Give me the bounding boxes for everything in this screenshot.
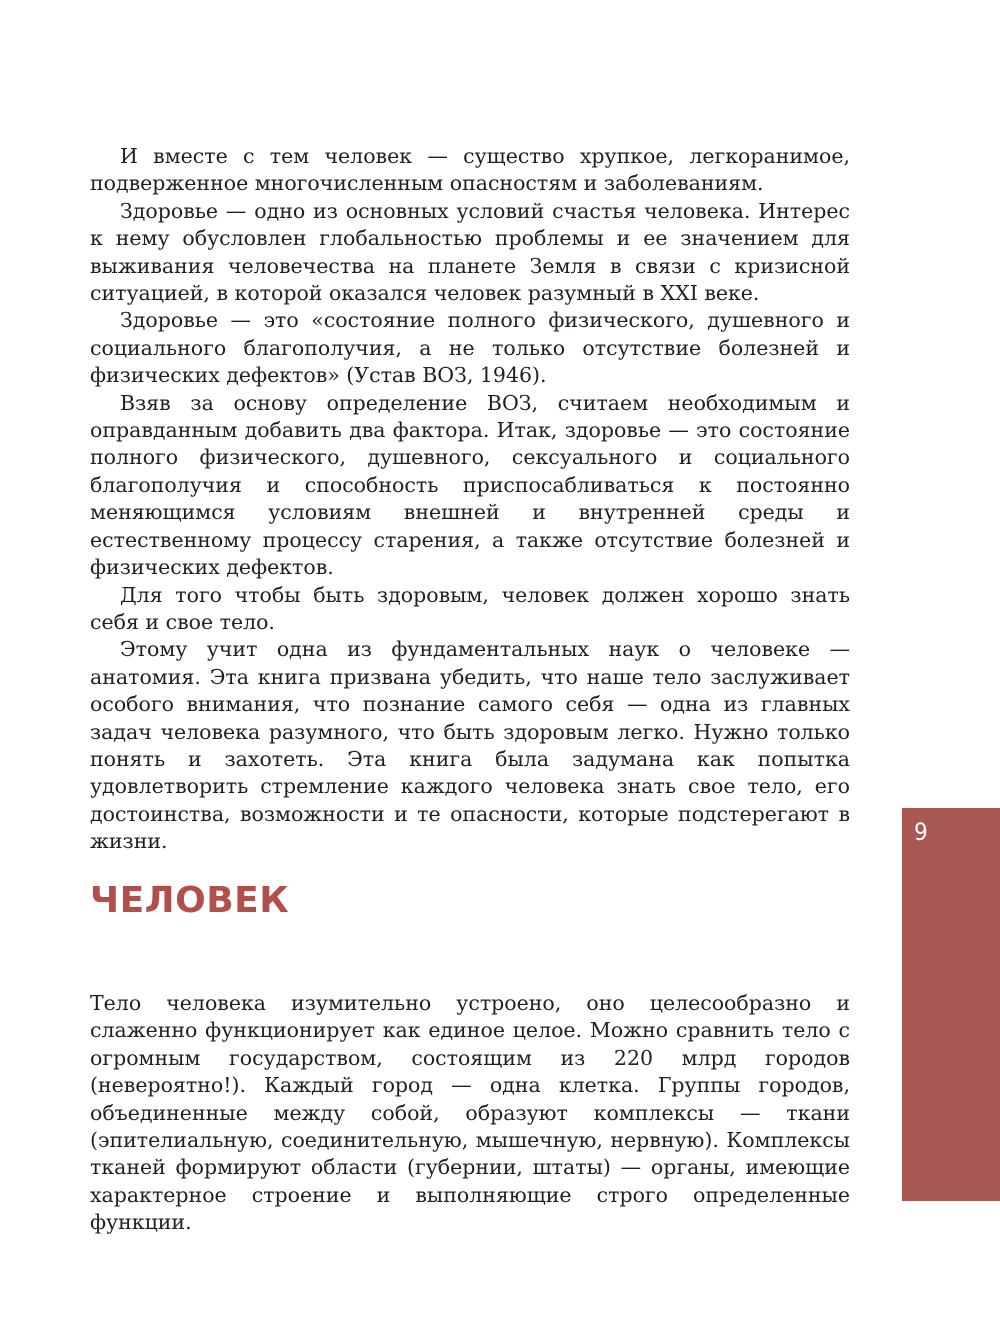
page-tab xyxy=(902,808,1000,1201)
paragraph: Взяв за основу определение ВОЗ, считаем необходимым и оправданным добавить два фактора. Итак, здоровье — это состояние полного физического, душевного, сексуального и социального благополучия и способность приспосабливаться к постоянно меняющимся условиям внешней и внутренней среды и естественному процессу старения, а также отсутствие болезней и физических дефектов. xyxy=(90,390,850,580)
page-number: 9 xyxy=(914,818,928,846)
paragraph: Тело человека изумительно устроено, оно целесообразно и слаженно функционирует как единое целое. Можно сравнить тело с огромным государством, состоящим из 220 млрд городов (невероятно!). Каждый город — одна клетка. Группы городов, объединенные между собой, образуют комплексы — ткани (эпителиальную, соединительную, мышечную, нервную). Комплексы тканей формируют области (губернии, штаты) — органы, имеющие характерное строение и выполняющие строго определенные функции. xyxy=(90,991,850,1235)
intro-text xyxy=(90,143,850,856)
paragraph: Здоровье — одно из основных условий счастья человека. Интерес к нему обусловлен глобальностью проблемы и ее значением для выживания человечества на планете Земля в связи с кризисной ситуацией, в которой оказался человек разумный в XXI веке. xyxy=(90,198,850,306)
paragraph: И вместе с тем человек — существо хрупкое, легкоранимое, подверженное многочисленным опасностям и заболеваниям. xyxy=(90,144,850,196)
section-title: ЧЕЛОВЕК xyxy=(90,880,290,921)
paragraph: Здоровье — это «состояние полного физического, душевного и социального благополучия, а не только отсутствие болезней и физических дефектов» (Устав ВОЗ, 1946). xyxy=(90,308,850,388)
section-text xyxy=(90,990,850,1237)
paragraph: Этому учит одна из фундаментальных наук о человеке — анатомия. Эта книга призвана убедить, что наше тело заслуживает особого внимания, что познание самого себя — одна из главных задач человека разумного, что быть здоровым легко. Нужно только понять и захотеть. Эта книга была задумана как попытка удовлетворить стремление каждого человека знать свое тело, его достоинства, возможности и те опасности, которые подстерегают в жизни. xyxy=(90,637,850,854)
paragraph: Для того чтобы быть здоровым, человек должен хорошо знать себя и свое тело. xyxy=(90,582,850,634)
